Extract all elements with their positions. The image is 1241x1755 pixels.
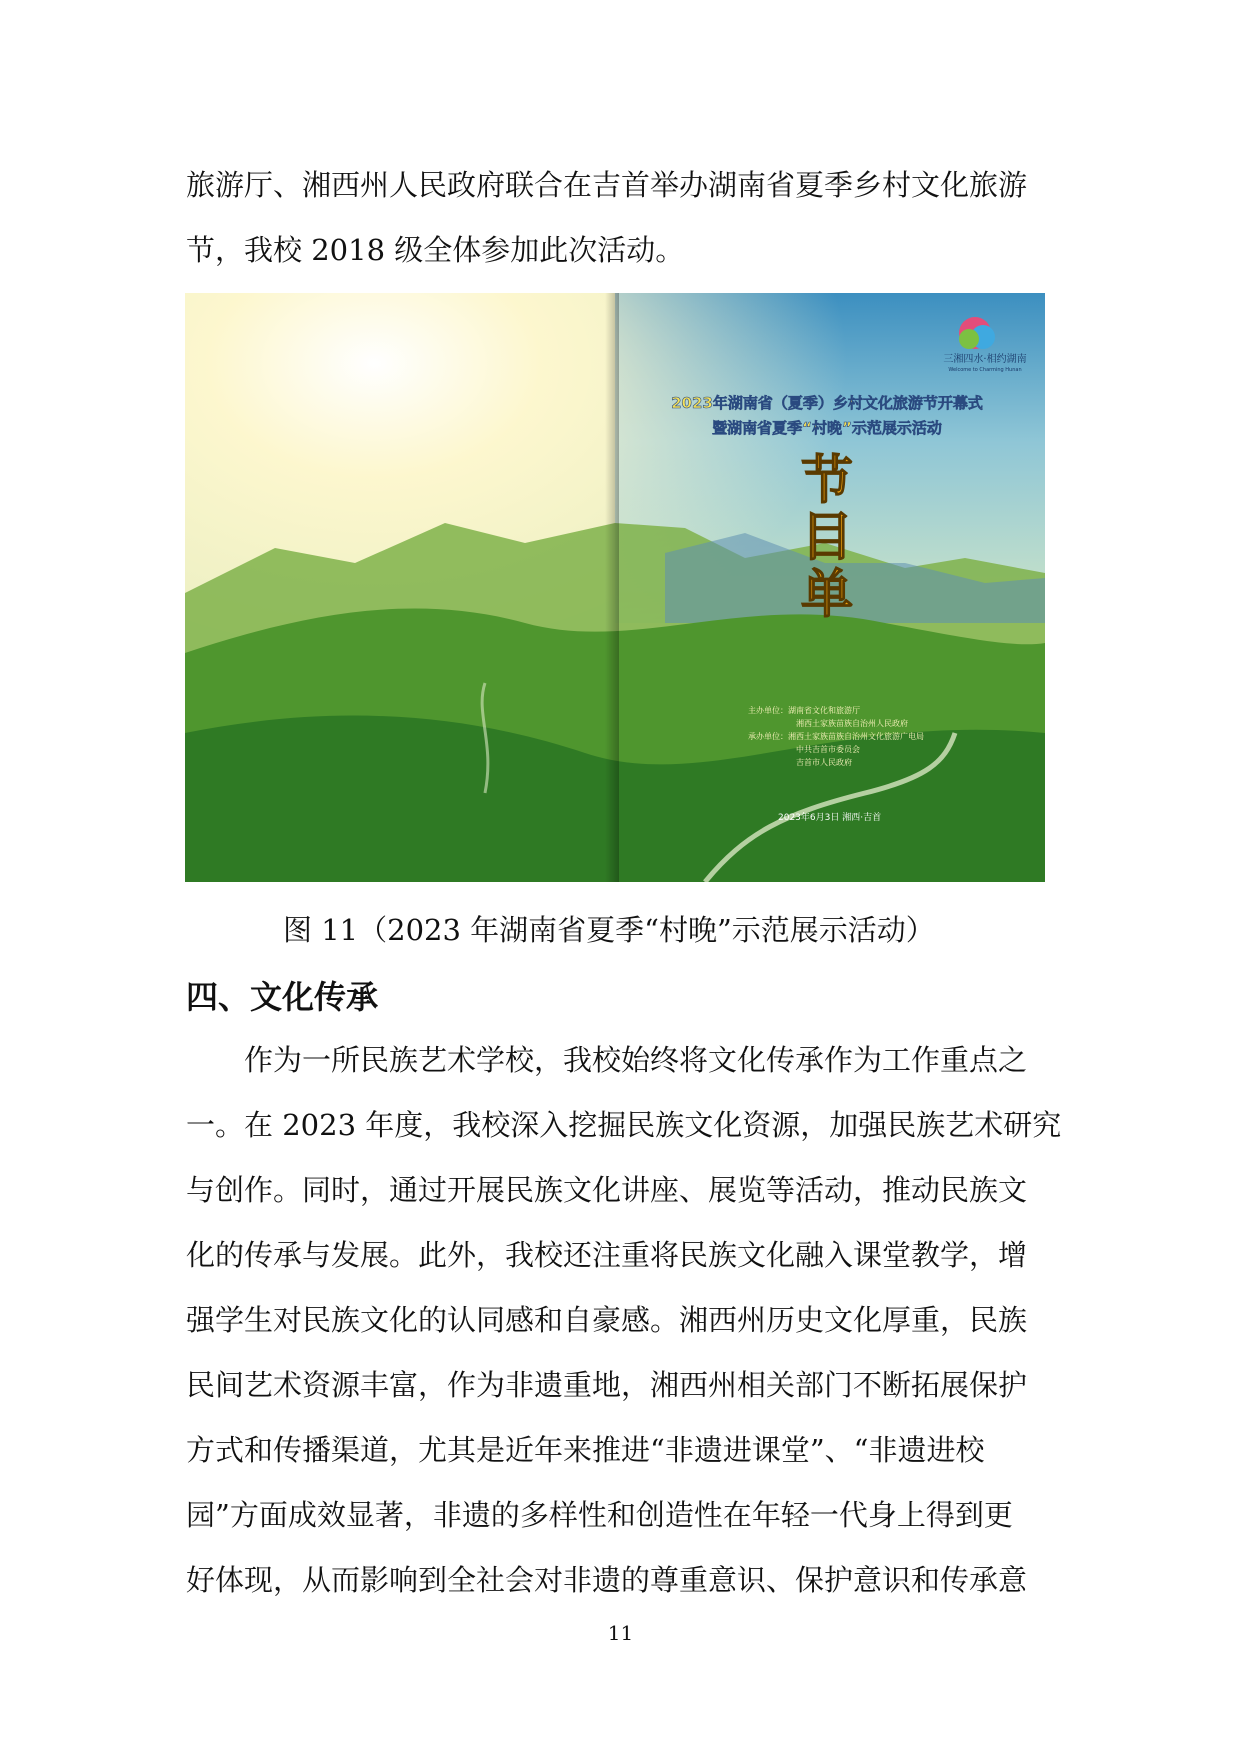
paragraph-line: 好体现，从而影响到全社会对非遗的尊重意识、保护意识和传承意	[186, 1563, 1028, 1597]
figure-caption: 图 11（2023 年湖南省夏季“村晚”示范展示活动）	[283, 913, 935, 947]
cover-title-line1: 2023年湖南省（夏季）乡村文化旅游节开幕式	[671, 394, 983, 412]
logo-text: 三湘四水·相约湖南	[943, 354, 1027, 365]
paragraph-line: 强学生对民族文化的认同感和自豪感。湘西州历史文化厚重，民族	[186, 1303, 1028, 1337]
paragraph-line: 节，我校 2018 级全体参加此次活动。	[186, 233, 685, 267]
organizer-line: 吉首市人民政府	[796, 758, 852, 767]
paragraph-line: 园”方面成效显著，非遗的多样性和创造性在年轻一代身上得到更	[186, 1498, 1013, 1532]
paragraph-line: 化的传承与发展。此外，我校还注重将民族文化融入课堂教学，增	[186, 1238, 1028, 1272]
cover-big-char: 单	[800, 565, 854, 625]
paragraph-line: 作为一所民族艺术学校，我校始终将文化传承作为工作重点之	[244, 1043, 1028, 1077]
paragraph-line: 与创作。同时，通过开展民族文化讲座、展览等活动，推动民族文	[186, 1173, 1028, 1207]
cover-date-place: 2023年6月3日 湘西·吉首	[778, 813, 882, 823]
cover-big-char: 目	[800, 508, 854, 568]
paragraph-line: 一。在 2023 年度，我校深入挖掘民族文化资源，加强民族艺术研究	[186, 1108, 1062, 1142]
paragraph-line: 方式和传播渠道，尤其是近年来推进“非遗进课堂”、“非遗进校	[186, 1433, 985, 1467]
organizer-line: 中共吉首市委员会	[796, 745, 860, 754]
section-heading: 四、文化传承	[186, 978, 379, 1016]
paragraph-line: 旅游厅、湘西州人民政府联合在吉首举办湖南省夏季乡村文化旅游	[186, 168, 1028, 202]
cover-big-char: 节	[800, 451, 854, 511]
organizer-line: 湘西土家族苗族自治州人民政府	[796, 719, 908, 728]
organizer-line: 承办单位：湘西土家族苗族自治州文化旅游广电局	[748, 732, 924, 741]
cover-title-line2: 暨湖南省夏季“村晚”示范展示活动	[712, 419, 942, 437]
booklet-illustration	[185, 293, 1045, 882]
paragraph-line: 民间艺术资源丰富，作为非遗重地，湘西州相关部门不断拓展保护	[186, 1368, 1028, 1402]
organizer-line: 主办单位：湖南省文化和旅游厅	[748, 706, 860, 715]
program-booklet-photo	[185, 293, 1045, 882]
page-number: 11	[607, 1621, 634, 1645]
logo-subtext: Welcome to Charming Hunan	[948, 367, 1022, 373]
